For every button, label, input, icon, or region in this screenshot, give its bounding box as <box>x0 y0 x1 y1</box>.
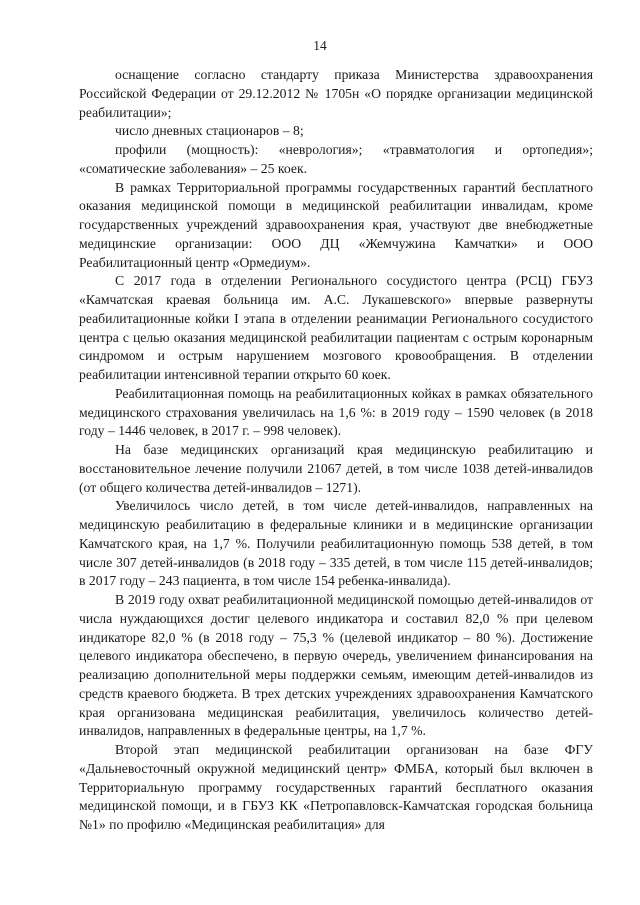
paragraph-insurance-beds: Реабилитационная помощь на реабилитационных койках в рамках обязательного медицинского страхования увеличилась на 1,6 %: в 2019 году – 1590 человек (в 2018 году – 1446 человек, в 2017 г. – 998 человек). <box>79 385 593 439</box>
paragraph-profiles: профили (мощность): «неврология»; «травматология и ортопедия»; «соматические заболевания» – 25 коек. <box>79 142 593 176</box>
paragraph-second-stage: Второй этап медицинской реабилитации организован на базе ФГУ «Дальневосточный окружной медицинский центр» ФМБА, который был включен в Территориальную программу государственных гарантий бесплатного оказания медицинской помощи, и в ГБУЗ КК «Петропавловск-Камчатская городская больница №1» по профилю «Медицинская реабилитация» для <box>79 742 593 832</box>
paragraph-equipment-standard: оснащение согласно стандарту приказа Министерства здравоохранения Российской Федерации от 29.12.2012 № 1705н «О порядке организации медицинской реабилитации»; <box>79 67 593 120</box>
paragraph-day-hospitals: число дневных стационаров – 8; <box>115 123 304 139</box>
paragraph-target-indicator: В 2019 году охват реабилитационной медицинской помощью детей-инвалидов от числа нуждающихся достиг целевого индикатора и составил 82,0 % при целевом индикаторе 82,0 % (в 2018 году – 75,3 % (целевой индикатор – 80 %). Достижение целевого индикатора обеспечено, в первую очередь, увеличением финансирования на реализацию дополнительной меры поддержки семьям, имеющим детей-инвалидов из средств краевого бюджета. В трех детских учреждениях здравоохранения Камчатского края организована медицинская реабилитация, увеличилось количество детей-инвалидов, направленных в федеральные центры, на 1,7 %. <box>79 592 593 739</box>
paragraph-territorial-program: В рамках Территориальной программы государственных гарантий бесплатного оказания медицинской помощи в медицинской реабилитации инвалидам, кроме государственных учреждений здравоохранения края, участвуют две внебюджетные медицинские организации: ООО ДЦ «Жемчужина Камчатки» и ООО Реабилитационный центр «Ормедиум». <box>79 179 593 270</box>
paragraph-children-referrals: Увеличилось число детей, в том числе детей-инвалидов, направленных на медицинскую реабилитацию в федеральные клиники и в медицинские организации Камчатского края, на 1,7 %. Получили реабилитационную помощь 538 детей, в том числе 307 детей-инвалидов (в 2018 году – 335 детей, в том числе 115 детей-инвалидов; в 2017 году – 243 пациента, в том числе 154 ребенка-инвалида). <box>79 498 593 589</box>
document-body <box>79 66 593 835</box>
paragraph-vascular-center: С 2017 года в отделении Регионального сосудистого центра (РСЦ) ГБУЗ «Камчатская краевая больница им. А.С. Лукашевского» впервые развернуты реабилитационные койки I этапа в отделении реанимации Регионального сосудистого центра с целью оказания медицинской реабилитации пациентам с острым коронарным синдромом и острым нарушением мозгового кровообращения. В отделении реабилитации интенсивной терапии открыто 60 коек. <box>79 273 593 382</box>
paragraph-children-rehab: На базе медицинских организаций края медицинскую реабилитацию и восстановительное лечение получили 21067 детей, в том числе 1038 детей-инвалидов (от общего количества детей-инвалидов – 1271). <box>79 442 593 495</box>
page-number: 14 <box>313 38 327 53</box>
